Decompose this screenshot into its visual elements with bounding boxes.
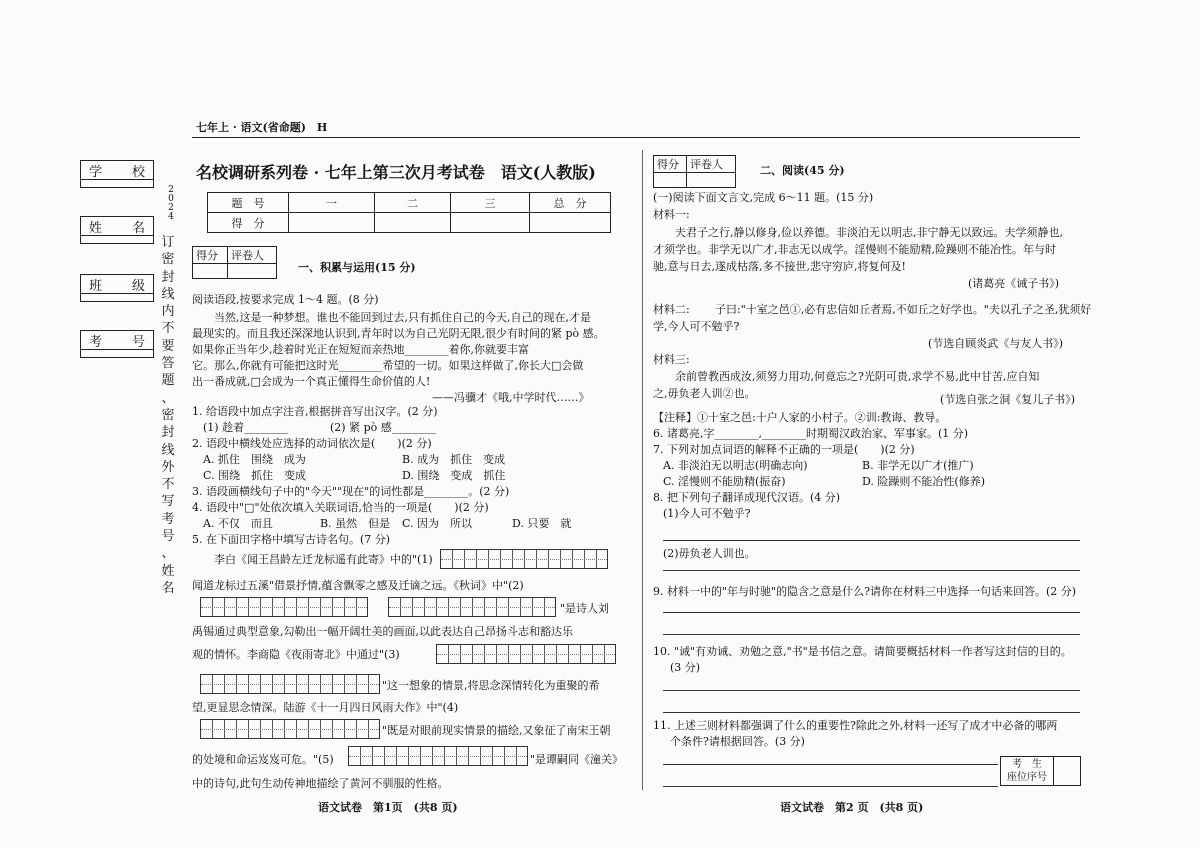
q3: 3. 语段画横线句子中的"今天""现在"的词性都是________。(2 分) — [192, 485, 510, 498]
poem-line-7: 望,更显思念情深。陆游《十一月四日风雨大作》中"(4) — [192, 701, 459, 714]
poem-line-4: 禹锡通过典型意象,勾勒出一幅开阔壮美的画面,以此表达自己昂扬斗志和豁达乐 — [192, 625, 573, 638]
q7: 7. 下列对加点词语的解释不正确的一项是( )(2 分) — [653, 443, 915, 456]
q8-item-2: (2)毋负老人训也。 — [663, 547, 756, 560]
q7-option-d[interactable]: D. 险躁则不能冶性(修养) — [862, 475, 986, 488]
q9-answer-line-1[interactable] — [663, 612, 1080, 613]
material3-source: (节选自张之洞《复儿子书》) — [940, 393, 1076, 406]
q10-answer-line-1[interactable] — [663, 690, 1080, 691]
passage-line-4: 它。那么,你就有可能把这时光________希望的一切。如果这样做了,你长大□会做 — [192, 359, 584, 372]
paper-header: 七年上 · 语文(省命题) H — [196, 121, 328, 134]
q2-option-b[interactable]: B. 成为 抓住 变成 — [402, 453, 506, 466]
material2-line-1: 子曰:"十室之邑①,必有忠信如丘者焉,不如丘之好学也。"夫以孔子之圣,犹须好 — [693, 303, 1092, 316]
poem-line-6: "这一想象的情景,将思念深情转化为重聚的希 — [382, 679, 600, 692]
q10-answer-line-2[interactable] — [663, 712, 1080, 713]
q4: 4. 语段中"□"处依次填入关联词语,恰当的一项是( )(2 分) — [192, 501, 489, 514]
q4-option-d[interactable]: D. 只要 就 — [512, 517, 572, 530]
material1-line-1: 夫君子之行,静以修身,俭以养德。非淡泊无以明志,非宁静无以致远。夫学须静也, — [653, 226, 1063, 239]
passage-source: ——冯骥才《哦,中学时代……》 — [432, 391, 590, 404]
material1-line-3: 驰,意与日去,遂成枯落,多不接世,悲守穷庐,将复何及! — [653, 260, 906, 273]
material3-label: 材料三: — [653, 353, 690, 366]
answer-grid-2b[interactable] — [388, 597, 556, 617]
column-divider — [642, 150, 643, 790]
poem-line-9: 的处境和命运岌岌可危。"(5) — [192, 753, 334, 766]
class-box[interactable]: 班 级 — [80, 274, 154, 302]
material2-line-2: 学,今人可不勉乎? — [653, 320, 740, 333]
passage-line-2: 最现实的。而且我还深深地认识到,青年时以为自己光阴无限,很少有时间的紧 pò 感。 — [192, 327, 605, 340]
q7-option-a[interactable]: A. 非淡泊无以明志(明确志向) — [663, 459, 808, 472]
q7-option-c[interactable]: C. 淫慢则不能励精(振奋) — [663, 475, 786, 488]
name-box[interactable]: 姓 名 — [80, 216, 154, 244]
seat-number-box: 考 生 座位序号 — [1000, 756, 1081, 786]
q10-line-1: 10. "诫"有劝诫、劝勉之意,"书"是书信之意。请简要概括材料一作者写这封信的目的。 — [653, 645, 1072, 658]
poem-line-8: "既是对眼前现实情景的描绘,又象征了南宋王朝 — [382, 724, 611, 737]
passage-line-1: 当然,这是一种梦想。谁也不能回到过去,只有抓住自己的今天,自己的现在,才是 — [192, 311, 591, 324]
passage-line-3: 如果你正当年少,趁着时光正在短短而亲热地________着你,你就要丰富 — [192, 343, 529, 356]
q7-option-b[interactable]: B. 非学无以广才(推广) — [862, 459, 974, 472]
q2-option-a[interactable]: A. 抓住 围绕 成为 — [203, 453, 306, 466]
q4-option-a[interactable]: A. 不仅 而且 — [203, 517, 273, 530]
q9-answer-line-2[interactable] — [663, 634, 1080, 635]
q2: 2. 语段中横线处应选择的动词依次是( )(2 分) — [192, 437, 432, 450]
footnote: 【注释】①十室之邑:十户人家的小村子。②训:教诲、教导。 — [653, 411, 947, 424]
exam-number-box[interactable]: 考 号 — [80, 330, 154, 358]
q8-answer-line-2[interactable] — [663, 570, 1080, 571]
answer-grid-4[interactable] — [200, 719, 380, 739]
material3-line-2: 之,毋负老人训②也。 — [653, 387, 756, 400]
q11-line-1: 11. 上述三则材料都强调了什么的重要性?除此之外,材料一还写了成才中必备的哪两 — [653, 719, 1058, 732]
exam-title: 名校调研系列卷 · 七年上第三次月考试卷 语文(人教版) — [196, 163, 596, 182]
poem-line-10: "是谭嗣同《潼关》 — [530, 753, 624, 766]
q1-item-1: (1) 趁着________ — [203, 421, 289, 434]
q11-answer-line-2[interactable] — [663, 786, 998, 787]
material2-source: (节选自顾炎武《与友人书》) — [928, 337, 1064, 350]
material1-label: 材料一: — [653, 208, 690, 221]
q8-item-1: (1)今人可不勉乎? — [663, 507, 751, 520]
q1-item-2: (2) 紧 pò 感________ — [330, 421, 436, 434]
year-vertical: 2 0 2 4 — [168, 185, 174, 222]
header-rule — [192, 137, 1080, 138]
poem-line-5: 观的情怀。李商隐《夜雨寄北》中通过"(3) — [192, 648, 400, 661]
q8-answer-line-1[interactable] — [663, 540, 1080, 541]
q6: 6. 诸葛亮,字________,________时期蜀汉政治家、军事家。(1 分) — [653, 427, 969, 440]
answer-grid-3a[interactable] — [436, 644, 616, 664]
poem-line-1: 李白《闻王昌龄左迁龙标遥有此寄》中的"(1) — [192, 553, 433, 566]
footer-page-1: 语文试卷 第1页 (共8 页) — [318, 801, 458, 814]
q5: 5. 在下面田字格中填写古诗名句。(7 分) — [192, 533, 391, 546]
q2-option-c[interactable]: C. 围绕 抓住 变成 — [203, 469, 307, 482]
answer-grid-1[interactable] — [440, 549, 608, 569]
score-table: 题 号 一 二 三 总 分 得 分 — [207, 192, 611, 233]
material2-label: 材料二: — [653, 303, 690, 316]
q4-option-c[interactable]: C. 因为 所以 — [402, 517, 473, 530]
q1: 1. 给语段中加点字注音,根据拼音写出汉字。(2 分) — [192, 405, 438, 418]
poem-line-11: 中的诗句,此句生动传神地描绘了黄河不驯服的性格。 — [192, 777, 449, 790]
section1-title: 一、积累与运用(15 分) — [298, 261, 416, 274]
sub-section-1: (一)阅读下面文言文,完成 6～11 题。(15 分) — [653, 191, 874, 204]
material1-source: (诸葛亮《诫子书》) — [968, 277, 1060, 290]
footer-page-2: 语文试卷 第2 页 (共8 页) — [780, 801, 924, 814]
answer-grid-3b[interactable] — [200, 674, 380, 694]
q11-line-2: 个条件?请根据回答。(3 分) — [670, 735, 805, 748]
q10-line-2: (3 分) — [670, 661, 701, 674]
scorer-box-2: 得分 评卷人 — [653, 155, 736, 188]
answer-grid-2a[interactable] — [200, 597, 368, 617]
material3-line-1: 余前曾教西成汝,须努力用功,何竟忘之?光阴可贵,求学不易,此中甘苦,应自知 — [653, 370, 1040, 383]
school-box[interactable]: 学 校 — [80, 160, 154, 188]
q8: 8. 把下列句子翻译成现代汉语。(4 分) — [653, 491, 841, 504]
material1-line-2: 才须学也。非学无以广才,非志无以成学。淫慢则不能励精,险躁则不能冶性。年与时 — [653, 243, 1056, 256]
q2-option-d[interactable]: D. 围绕 变成 抓住 — [402, 469, 506, 482]
q9: 9. 材料一中的"年与时驰"的隐含之意是什么?请你在材料三中选择一句话来回答。(2 分) — [653, 585, 1077, 598]
q4-option-b[interactable]: B. 虽然 但是 — [320, 517, 391, 530]
reading-intro: 阅读语段,按要求完成 1～4 题。(8 分) — [192, 293, 379, 306]
q11-answer-line-1[interactable] — [663, 764, 998, 765]
scorer-box-1: 得分 评卷人 — [192, 246, 277, 279]
passage-line-5: 出一番成就,□会成为一个真正懂得生命价值的人! — [192, 375, 431, 388]
section2-title: 二、阅读(45 分) — [760, 164, 845, 177]
answer-grid-5[interactable] — [348, 746, 528, 766]
poem-line-2: 闻道龙标过五溪"借景抒情,蕴含飘零之感及迁谪之远。《秋词》中"(2) — [192, 579, 524, 592]
seal-line-warning: 订 密 封 线 内 不 要 答 题 、 密 封 线 外 不 写 考 号 、 姓 名 — [161, 235, 175, 596]
poem-line-3: "是诗人刘 — [560, 602, 610, 615]
